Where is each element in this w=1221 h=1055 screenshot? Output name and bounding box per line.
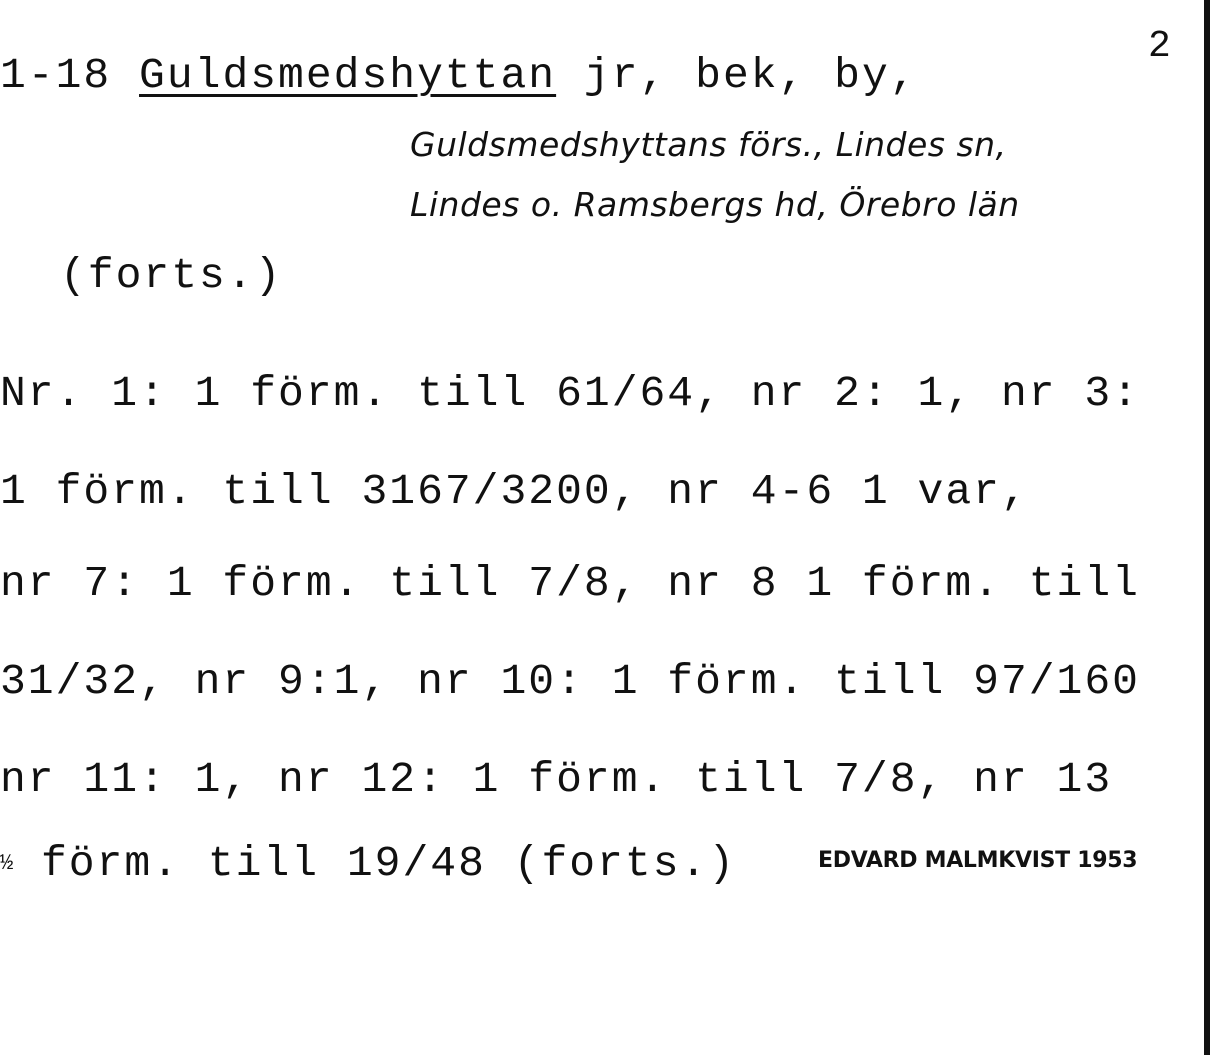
half-fraction: ½ (0, 850, 14, 876)
location-line-1: Guldsmedshyttans förs., Lindes sn, (410, 125, 1007, 164)
body-line-3: nr 7: 1 förm. till 7/8, nr 8 1 förm. till (0, 559, 1140, 608)
card-right-border (1204, 0, 1210, 1055)
body-line-4: 31/32, nr 9:1, nr 10: 1 förm. till 97/160 (0, 657, 1140, 706)
author-credit: EDVARD MALMKVIST 1953 (818, 848, 1138, 873)
entry-range: 1-18 (0, 51, 112, 100)
body-line-5: nr 11: 1, nr 12: 1 förm. till 7/8, nr 13 (0, 755, 1113, 804)
card-header (0, 51, 918, 100)
location-line-2: Lindes o. Ramsbergs hd, Örebro län (410, 185, 1020, 224)
place-name: Guldsmedshyttan (139, 51, 557, 100)
place-types: jr, bek, by, (583, 51, 918, 100)
body-line-2: 1 förm. till 3167/3200, nr 4-6 1 var, (0, 467, 1029, 516)
page-number: 2 (1148, 25, 1171, 68)
continued-label: (forts.) (60, 251, 283, 300)
body-line-6 (0, 839, 737, 888)
body-line-1: Nr. 1: 1 förm. till 61/64, nr 2: 1, nr 3: (0, 369, 1140, 418)
body-line-6-text: förm. till 19/48 (forts.) (13, 839, 737, 888)
